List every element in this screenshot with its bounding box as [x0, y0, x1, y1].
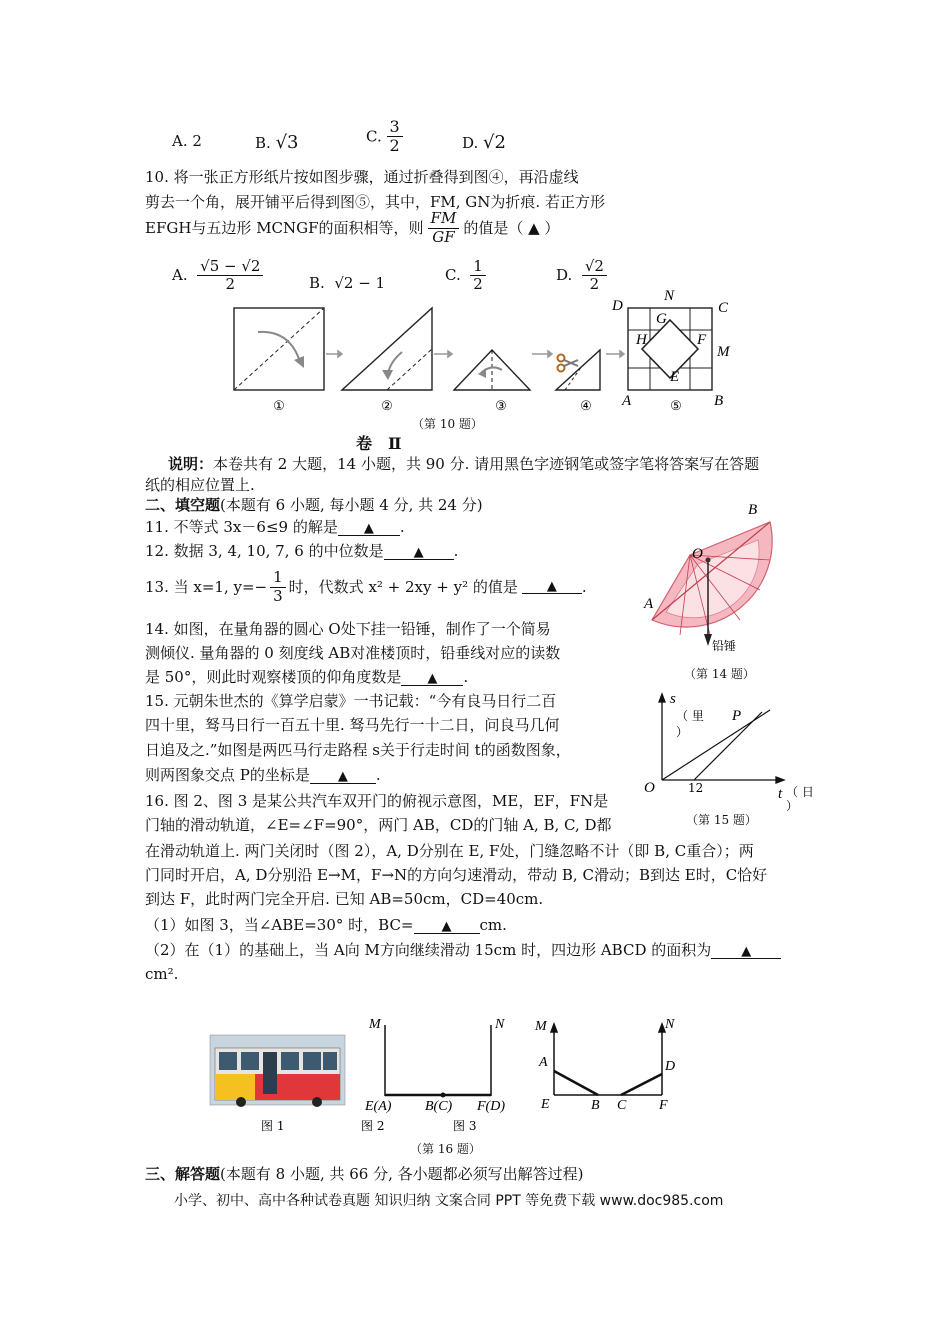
- section2-heading: 二、填空题(本题有 6 小题, 每小题 4 分, 共 24 分): [145, 496, 483, 514]
- q10-option-d: D. $\frac{√2}{2}$: [556, 258, 607, 294]
- q15-label-p: P: [732, 708, 742, 724]
- q14-line1: 14. 如图，在量角器的圆心 O处下挂一铅锤，制作了一个简易: [145, 620, 551, 638]
- q10-option-c: C. $\frac{1}{2}$: [445, 258, 486, 294]
- fig-label-4: ④: [580, 399, 592, 414]
- q16-sub1-answer-blank[interactable]: ▲: [414, 920, 480, 934]
- q15-answer-blank[interactable]: ▲: [310, 770, 376, 784]
- fig-label-1: ①: [273, 399, 285, 414]
- q14-caption: （第 14 题）: [684, 667, 755, 681]
- fig3-label-b: B: [591, 1098, 600, 1113]
- q16-sub2: （2）在（1）的基础上，当 A向 M方向继续滑动 15cm 时，四边形 ABCD 的面积为 ▲: [145, 943, 781, 959]
- q10-fold-figure: [230, 290, 750, 415]
- volume-title: 卷 Ⅱ: [356, 434, 402, 453]
- q9-option-b-value: √3: [275, 132, 299, 153]
- q11-answer-blank[interactable]: ▲: [338, 522, 400, 536]
- q16-line4: 门同时开启，A, D分别沿 E→M，F→N的方向匀速滑动，带动 B, C滑动；B到达 E时，C恰好: [145, 866, 768, 884]
- q14-line2: 测倾仪. 量角器的 0 刻度线 AB对准楼顶时，铅垂线对应的读数: [145, 644, 561, 662]
- point-m: M: [717, 344, 730, 360]
- fig3-label-n: N: [665, 1017, 675, 1032]
- point-b: B: [714, 393, 724, 409]
- point-c: C: [718, 300, 729, 316]
- q14-label-a: A: [644, 596, 654, 612]
- q15-label-o: O: [644, 780, 655, 796]
- plumb-bob-icon: [704, 634, 712, 646]
- fig3-label-d: D: [665, 1059, 676, 1074]
- fig3-label-a: A: [539, 1055, 548, 1070]
- fig2-label-bc: B(C): [425, 1099, 453, 1114]
- q9-option-b: B. √3: [255, 132, 299, 153]
- fig3-caption: 图 3: [453, 1119, 477, 1133]
- footer-text[interactable]: 小学、初中、高中各种试卷真题 知识归纳 文案合同 PPT 等免费下载 www.doc985.com: [174, 1193, 724, 1209]
- q14-label-o: O: [692, 546, 703, 562]
- q16-caption: （第 16 题）: [410, 1142, 481, 1156]
- q12-answer-blank[interactable]: ▲: [384, 546, 454, 560]
- q15-line2: 四十里，驽马日行一百五十里. 驽马先行一十二日，问良马几何: [145, 716, 560, 734]
- fig3-door-cd: [621, 1074, 662, 1095]
- q10-line2: 剪去一个角，展开铺平后得到图⑤，其中，FM, GN为折痕. 若正方形: [145, 193, 605, 211]
- q16-sub2-unit: cm².: [145, 965, 179, 983]
- q9-option-c: C. $\frac{3}{2}$: [366, 118, 403, 156]
- fig3-label-f: F: [659, 1098, 668, 1113]
- q15-label-t-unit: （ 日: [786, 785, 814, 799]
- q15-label-t: t: [778, 786, 783, 802]
- point-d: D: [612, 298, 623, 314]
- fig3-triangle: [454, 350, 530, 390]
- q10-option-a: A. $\frac{√5 - √2}{2}$: [172, 258, 263, 294]
- q12: 12. 数据 3, 4, 10, 7, 6 的中位数是 ▲ .: [145, 542, 459, 560]
- q15-line1: 15. 元朝朱世杰的《算学启蒙》一书记载：“今有良马日行二百: [145, 692, 557, 710]
- q16-sub2-answer-blank[interactable]: ▲: [711, 945, 781, 959]
- fig1-caption: 图 1: [261, 1119, 285, 1133]
- q15-label-12: 12: [688, 781, 704, 795]
- q13: 13. 当 x=1, y=− $\frac{1}{3}$ 时，代数式 x² + 2xy + y² 的值是 ▲ .: [145, 568, 587, 605]
- q14-line3: 是 50°，则此时观察楼顶的仰角度数是 ▲ .: [145, 668, 469, 686]
- point-n: N: [664, 288, 675, 304]
- q15-label-s-unit-close: ）: [676, 725, 689, 739]
- fig2-caption: 图 2: [361, 1119, 385, 1133]
- point-h: H: [636, 332, 647, 348]
- q15-line3: 日追及之.”如图是两匹马行走路程 s关于行走时间 t的函数图象，: [145, 741, 571, 759]
- line-fast-horse: [694, 712, 762, 780]
- fig3-label-c: C: [617, 1098, 627, 1113]
- fig2-label-m: M: [369, 1017, 381, 1032]
- q10-line1: 10. 将一张正方形纸片按如图步骤，通过折叠得到图④，再沿虚线: [145, 168, 579, 186]
- q9-option-d-value: √2: [483, 132, 506, 153]
- fig2-label-n: N: [495, 1017, 505, 1032]
- fig2-label-fd: F(D): [477, 1099, 505, 1114]
- q16-line2: 门轴的滑动轨道，∠E=∠F=90°，两门 AB，CD的门轴 A, B, C, D都: [145, 816, 612, 834]
- q15-label-t-unit-close: ）: [786, 799, 799, 813]
- q14-label-b: B: [748, 502, 758, 518]
- q10-option-b: B. √2 − 1: [309, 274, 386, 292]
- fig2-label-ea: E(A): [365, 1099, 392, 1114]
- fig3-label-m: M: [535, 1019, 547, 1034]
- point-g: G: [656, 311, 667, 327]
- fig-label-5: ⑤: [670, 399, 682, 414]
- point-a: A: [622, 393, 632, 409]
- q16-line5: 到达 F，此时两门完全开启. 已知 AB=50cm，CD=40cm.: [145, 890, 544, 908]
- fig-label-3: ③: [495, 399, 507, 414]
- note-line1: 说明：本卷共有 2 大题，14 小题，共 90 分. 请用黑色字迹钢笔或签字笔将答案写在答题: [168, 455, 760, 473]
- q15-caption: （第 15 题）: [686, 813, 757, 827]
- note-line2: 纸的相应位置上.: [145, 476, 255, 494]
- point-e: E: [670, 369, 680, 385]
- q16-line1: 16. 图 2、图 3 是某公共汽车双开门的俯视示意图，ME，EF，FN是: [145, 792, 609, 810]
- q15-line4: 则两图象交点 P的坐标是 ▲ .: [145, 766, 381, 784]
- q14-protractor-figure: [640, 500, 800, 660]
- q9-option-d: D. √2: [462, 132, 506, 153]
- q16-figures: [205, 1010, 695, 1138]
- q10-caption: （第 10 题）: [412, 417, 483, 431]
- fig-label-2: ②: [381, 399, 393, 414]
- q14-label-plumb: 铅锤: [712, 639, 737, 653]
- q11: 11. 不等式 3x－6≤9 的解是 ▲ .: [145, 518, 405, 536]
- bus-photo: [210, 1035, 345, 1107]
- q15-label-s: s: [670, 691, 676, 707]
- section3-heading: 三、解答题(本题有 8 小题, 共 66 分, 各小题都必须写出解答过程): [145, 1165, 584, 1183]
- q13-answer-blank[interactable]: ▲: [522, 580, 582, 594]
- q15-graph: [640, 690, 830, 813]
- fig3-label-e: E: [541, 1097, 550, 1112]
- q9-option-a: A. 2: [172, 132, 202, 150]
- q14-answer-blank[interactable]: ▲: [401, 672, 463, 686]
- fig3-door-ab: [554, 1071, 598, 1095]
- q10-line3: EFGH与五边形 MCNGF的面积相等，则 $\frac{FM}{GF}$ 的值是（ ▲ ）: [145, 209, 560, 246]
- q15-label-s-unit: （ 里: [676, 709, 704, 723]
- scissors-icon: [558, 355, 579, 372]
- fig1-square: [234, 308, 324, 390]
- q16-line3: 在滑动轨道上. 两门关闭时（图 2），A, D分别在 E, F处，门缝忽略不计（即 B, C重合）；两: [145, 842, 754, 860]
- point-f: F: [697, 332, 707, 348]
- q16-sub1: （1）如图 3，当∠ABE=30° 时，BC= ▲ cm.: [145, 916, 507, 934]
